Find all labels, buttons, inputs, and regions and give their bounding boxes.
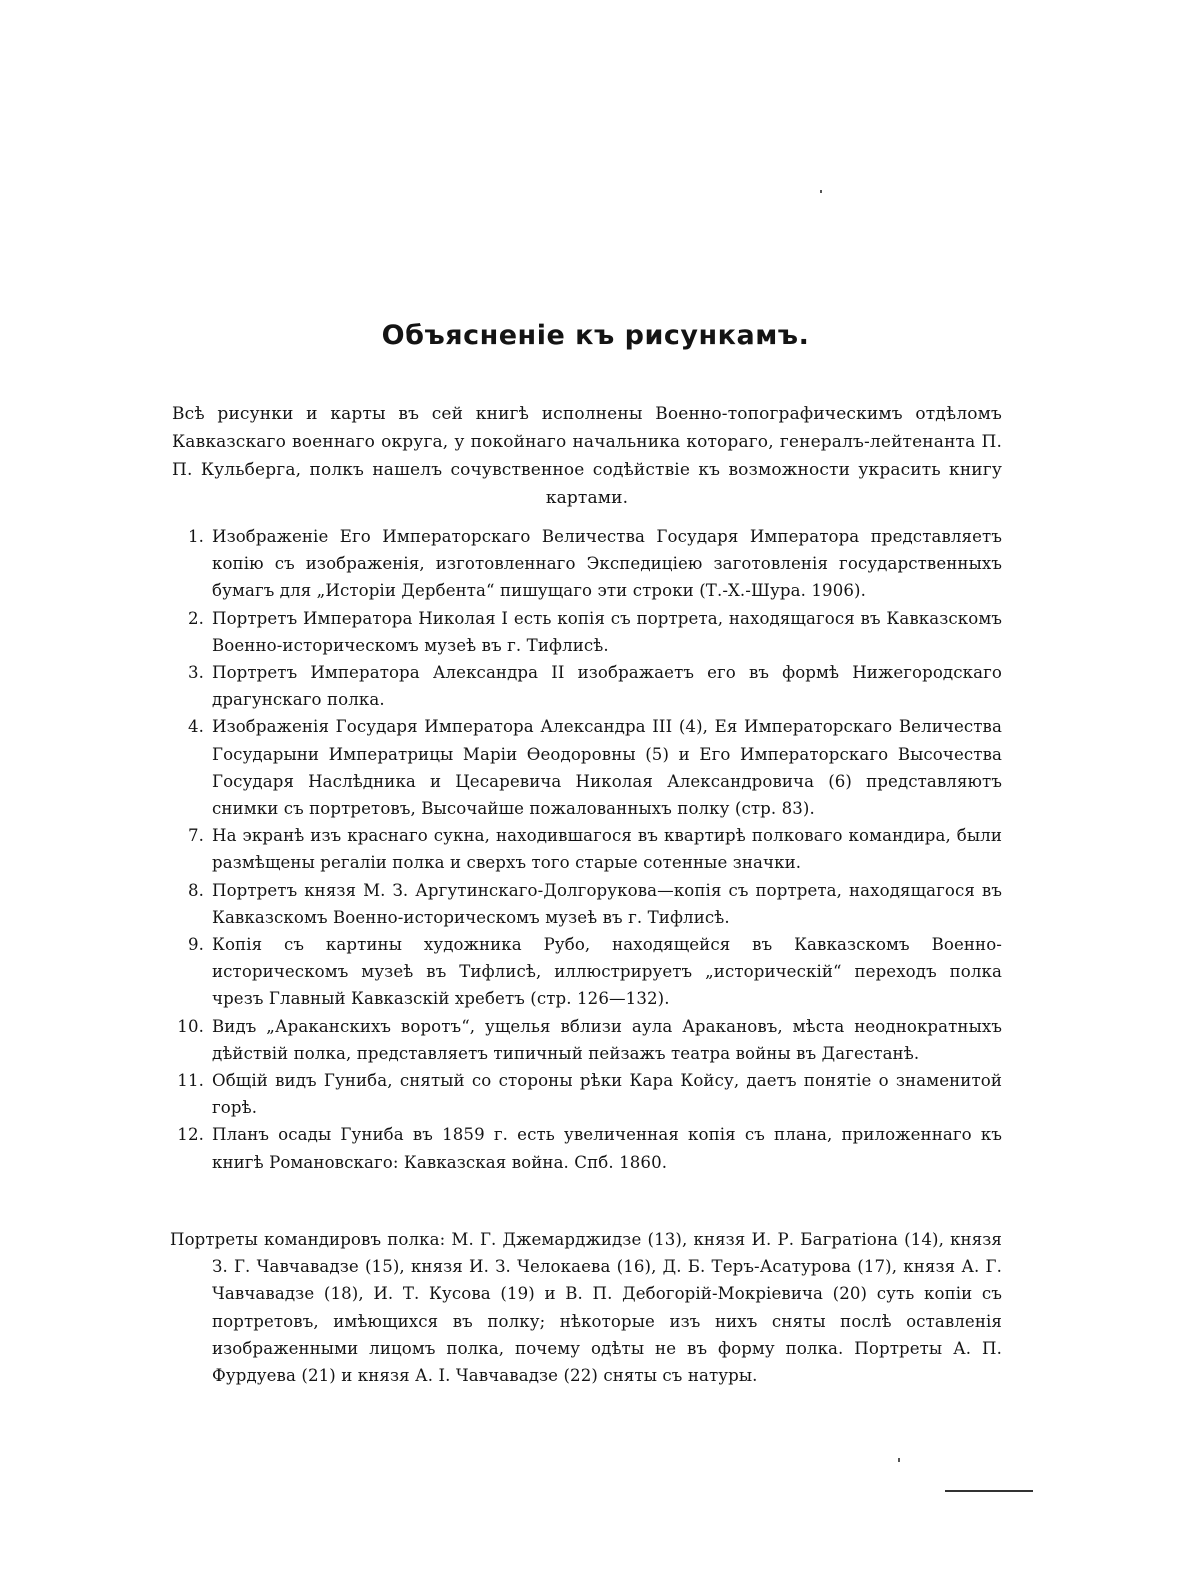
item-text: Портретъ Императора Николая I есть копія съ портрета, находящагося въ Кавказскомъ Военно-историческомъ музеѣ въ г. Тифлисѣ. (212, 608, 1002, 655)
list-item (170, 931, 1002, 1013)
item-text: Общій видъ Гуниба, снятый со стороны рѣки Кара Койсу, даетъ понятіе о знаменитой горѣ. (212, 1071, 1002, 1118)
figure-explanations-list (170, 523, 1002, 1176)
item-text: Изображенія Государя Императора Александра III (4), Ея Императорскаго Величества Государыни Императрицы Маріи Ѳеодоровны (5) и Его Императорскаго Высочества Государя Наслѣдника и Цесаревича Николая Александровича (6) представляютъ снимки съ портретовъ, Высочайше пожалованныхъ полку (стр. 83). (212, 717, 1002, 819)
item-number: 2. (187, 608, 204, 628)
item-number: 9. (187, 935, 204, 955)
item-number: 12. (177, 1125, 204, 1145)
list-item (170, 523, 1002, 605)
list-item (170, 1067, 1002, 1121)
item-text: Видъ „Араканскихъ воротъ“, ущелья вблизи аула Аракановъ, мѣста неоднократныхъ дѣйствій полка, представляетъ типичный пейзажъ театра войны въ Дагестанѣ. (212, 1016, 1002, 1063)
item-text: Изображеніе Его Императорскаго Величества Государя Императора представляетъ копію съ изображенія, изготовленнаго Экспедиціею заготовленія государственныхъ бумагъ для „Исторіи Дербента“ пишущаго эти строки (Т.-Х.-Шура. 1906). (212, 527, 1002, 601)
item-number: 11. (177, 1071, 204, 1091)
list-item (170, 1121, 1002, 1175)
list-item (170, 877, 1002, 931)
item-number: 7. (187, 826, 204, 846)
list-item (170, 1013, 1002, 1067)
item-text: Копія съ картины художника Рубо, находящейся въ Кавказскомъ Военно-историческомъ музеѣ въ Тифлисѣ, иллюстрируетъ „историческій“ переходъ полка чрезъ Главный Кавказскій хребетъ (стр. 126—132). (212, 935, 1002, 1009)
item-number: 4. (187, 717, 204, 737)
list-item (170, 822, 1002, 876)
page-title: Объясненіе къ рисункамъ. (381, 320, 810, 351)
scan-rule-mark (945, 1490, 1033, 1492)
item-text: Планъ осады Гуниба въ 1859 г. есть увеличенная копія съ плана, приложеннаго къ книгѣ Романовскаго: Кавказская война. Спб. 1860. (212, 1125, 1002, 1172)
item-number: 1. (187, 527, 204, 546)
item-text: Портретъ князя М. З. Аргутинскаго-Долгорукова—копія съ портрета, находящагося въ Кавказскомъ Военно-историческомъ музеѣ въ г. Тифлисѣ. (212, 880, 1002, 927)
list-item (170, 605, 1002, 659)
list-item (170, 713, 1002, 822)
item-number: 3. (187, 663, 204, 683)
item-number: 8. (187, 880, 204, 900)
scan-speck (820, 190, 822, 193)
list-item (170, 659, 1002, 713)
scan-speck (898, 1458, 900, 1462)
item-text: На экранѣ изъ краснаго сукна, находившагося въ квартирѣ полковаго командира, были размѣщены регаліи полка и сверхъ того старые сотенные значки. (212, 826, 1002, 873)
intro-paragraph: Всѣ рисунки и карты въ сей книгѣ исполнены Военно-топографическимъ отдѣломъ Кавказскаго военнаго округа, у покойнаго начальника котораго, генералъ-лейтенанта П. П. Кульберга, полкъ нашелъ сочувственное содѣйствіе къ возможности украсить книгу картами. (172, 404, 1002, 508)
item-text: Портретъ Императора Александра II изображаетъ его въ формѣ Нижегородскаго драгунскаго полка. (212, 663, 1002, 710)
closing-paragraph: Портреты командировъ полка: М. Г. Джемарджидзе (13), князя И. Р. Багратіона (14), князя З. Г. Чавчавадзе (15), князя И. З. Челокаева (16), Д. Б. Теръ-Асатурова (17), князя А. Г. Чавчавадзе (18), И. Т. Кусова (19) и В. П. Дебогорій-Мокріевича (20) суть копіи съ портретовъ, имѣющихся въ полку; нѣкоторые изъ нихъ сняты послѣ оставленія изображенными лицомъ полка, почему одѣты не въ форму полка. Портреты А. П. Фурдуева (21) и князя А. І. Чавчавадзе (22) сняты съ натуры. (170, 1230, 1002, 1386)
item-number: 10. (177, 1016, 204, 1036)
